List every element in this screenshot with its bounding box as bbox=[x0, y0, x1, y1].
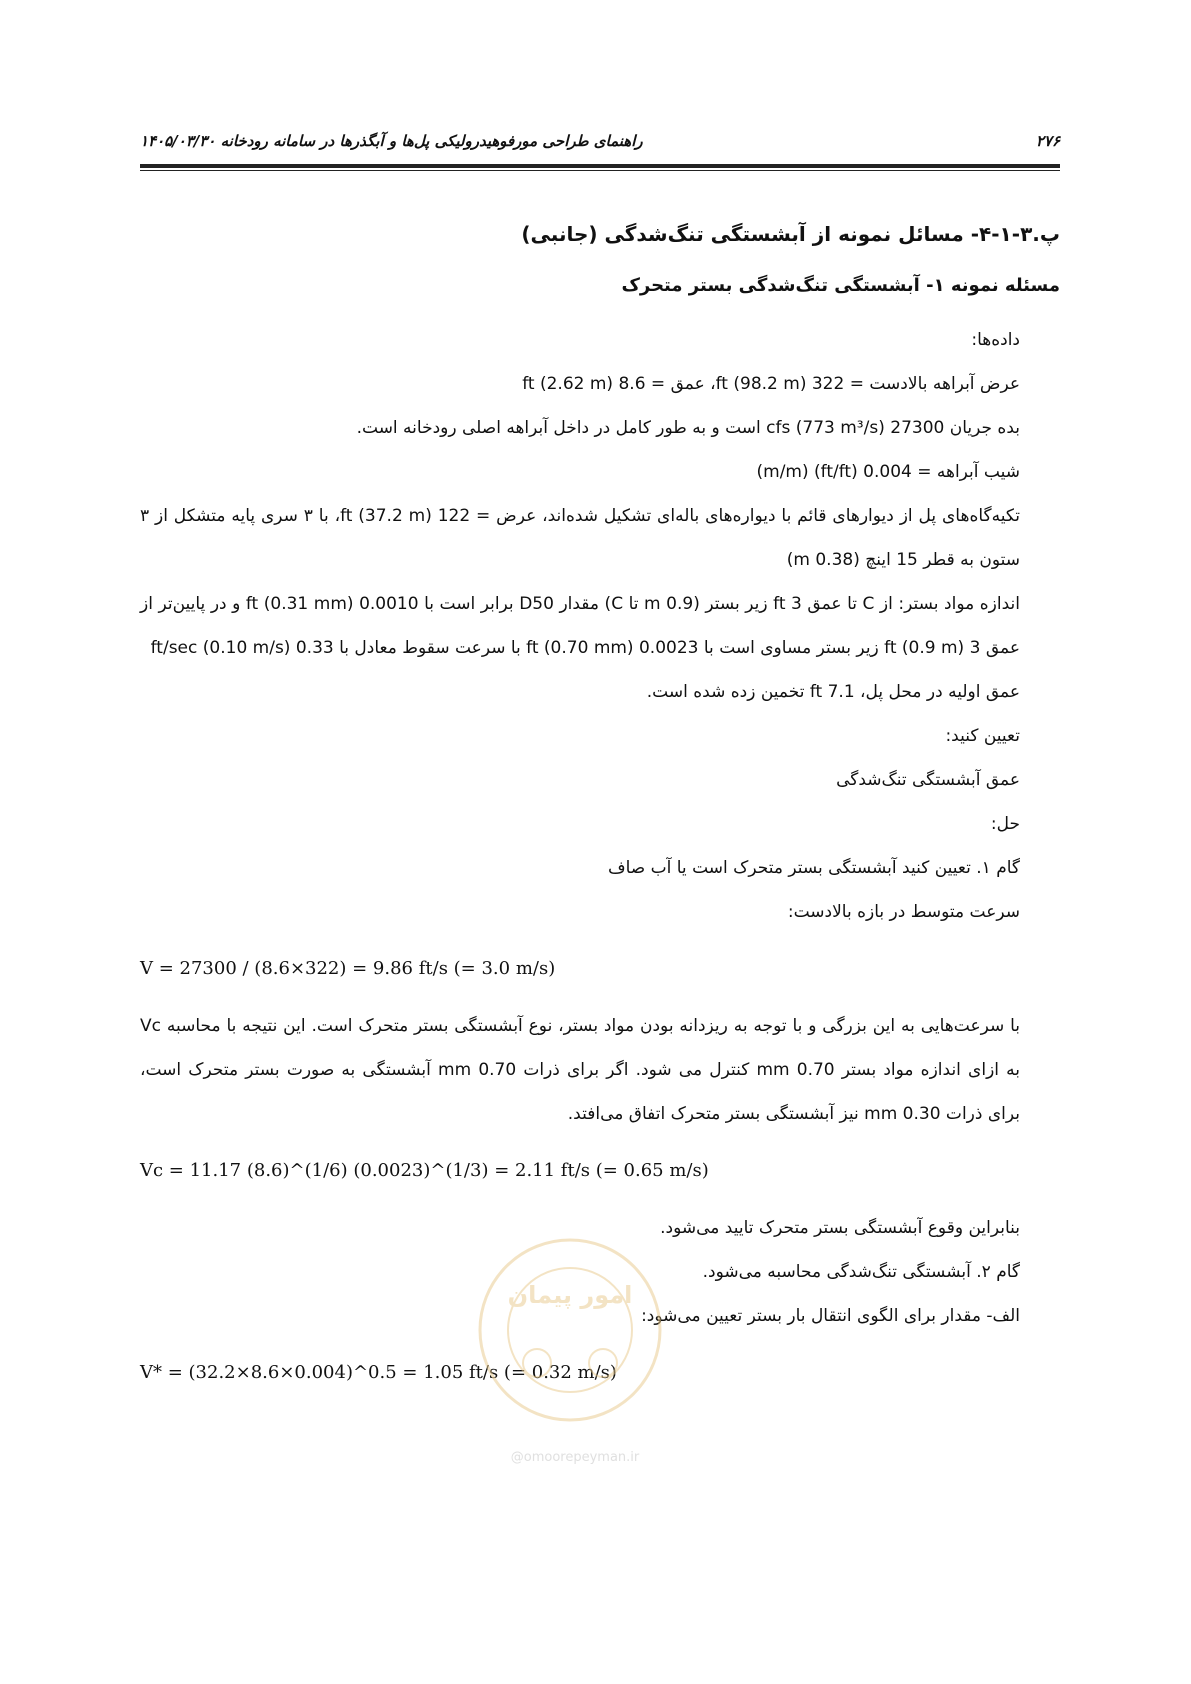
step-2a: الف- مقدار برای الگوی انتقال بار بستر تعیین می‌شود: bbox=[641, 1306, 1020, 1326]
mean-velocity-label: سرعت متوسط در بازه بالادست: bbox=[787, 902, 1020, 922]
equation-velocity: V = 27300 / (8.6×322) = 9.86 ft/s (= 3.0 m/s) bbox=[140, 958, 556, 979]
watermark-site: @omoorepeyman.ir bbox=[510, 1450, 640, 1465]
paragraph-initial-depth: عمق اولیه در محل پل، 7.1 ft تخمین زده شده است. bbox=[646, 682, 1020, 702]
page-header bbox=[140, 132, 1060, 158]
step-2: گام ۲. آبشستگی تنگ‌شدگی محاسبه می‌شود. bbox=[702, 1262, 1020, 1282]
watermark-logo-text: امور پیمان bbox=[507, 1281, 633, 1309]
given-label: داده‌ها: bbox=[971, 330, 1020, 350]
solution-label: حل: bbox=[990, 814, 1020, 834]
equation-shear-velocity: V* = (32.2×8.6×0.004)^0.5 = 1.05 ft/s (= 0.32 m/s) bbox=[140, 1362, 617, 1383]
page-number: ۲۷۶ bbox=[1035, 132, 1060, 150]
header-rule-thick bbox=[140, 164, 1060, 168]
paragraph-discharge: بده جریان 27300 cfs (773 m³/s) است و به طور کامل در داخل آبراهه اصلی رودخانه است. bbox=[356, 418, 1020, 438]
step-1: گام ۱. تعیین کنید آبشستگی بستر متحرک است یا آب صاف bbox=[607, 858, 1020, 878]
determine-item: عمق آبشستگی تنگ‌شدگی bbox=[836, 770, 1020, 790]
problem-title: مسئله نمونه ۱- آبشستگی تنگ‌شدگی بستر متحرک bbox=[621, 275, 1060, 296]
determine-label: تعیین کنید: bbox=[945, 726, 1020, 746]
page-body bbox=[140, 208, 1060, 1408]
paragraph-live-bed-check: با سرعت‌هایی به این بزرگی و با توجه به ریزدانه بودن مواد بستر، نوع آبشستگی بستر متحرک است. این نتیجه با محاسبه Vc به ازای اندازه مواد بستر 0.70 mm کنترل می شود. اگر برای ذرات 0.70 mm آبشستگی به صورت بستر متحرک است، برای ذرات 0.30 mm نیز آبشستگی بستر متحرک اتفاق می‌افتد. bbox=[140, 1016, 1021, 1124]
paragraph-confirm: بنابراین وقوع آبشستگی بستر متحرک تایید می‌شود. bbox=[660, 1218, 1020, 1238]
equation-critical-velocity: Vc = 11.17 (8.6)^(1/6) (0.0023)^(1/3) = 2.11 ft/s (= 0.65 m/s) bbox=[140, 1160, 709, 1181]
paragraph-slope: شیب آبراهه = 0.004 (ft/ft) (m/m) bbox=[756, 462, 1020, 482]
paragraph-abutments: تکیه‌گاه‌های پل از دیوارهای قائم با دیواره‌های باله‌ای تشکیل شده‌اند، عرض = 122 ft (37.2 m)، با ۳ سری پایه متشکل از ۳ ستون به قطر 15 اینچ (0.38 m) bbox=[140, 506, 1020, 570]
header-rule-thin bbox=[140, 170, 1060, 171]
paragraph-bed-material: اندازه مواد بستر: از C تا عمق 3 ft زیر بستر (0.9 m تا C) مقدار D50 برابر است با 0.0010 ft (0.31 mm) و در پایین‌تر از عمق 3 ft (0.9 m) زیر بستر مساوی است با 0.0023 ft (0.70 mm) با سرعت سقوط معادل با 0.33 ft/sec (0.10 m/s) bbox=[140, 594, 1020, 658]
running-title: راهنمای طراحی مورفوهیدرولیکی پل‌ها و آبگذرها در سامانه رودخانه ۱۴۰۵/۰۳/۳۰ bbox=[140, 132, 643, 150]
paragraph-channel-width: عرض آبراهه بالادست = 322 ft (98.2 m)، عمق = 8.6 ft (2.62 m) bbox=[522, 374, 1020, 394]
section-title: پ.۳-۱-۴- مسائل نمونه از آبشستگی تنگ‌شدگی (جانبی) bbox=[521, 222, 1060, 246]
